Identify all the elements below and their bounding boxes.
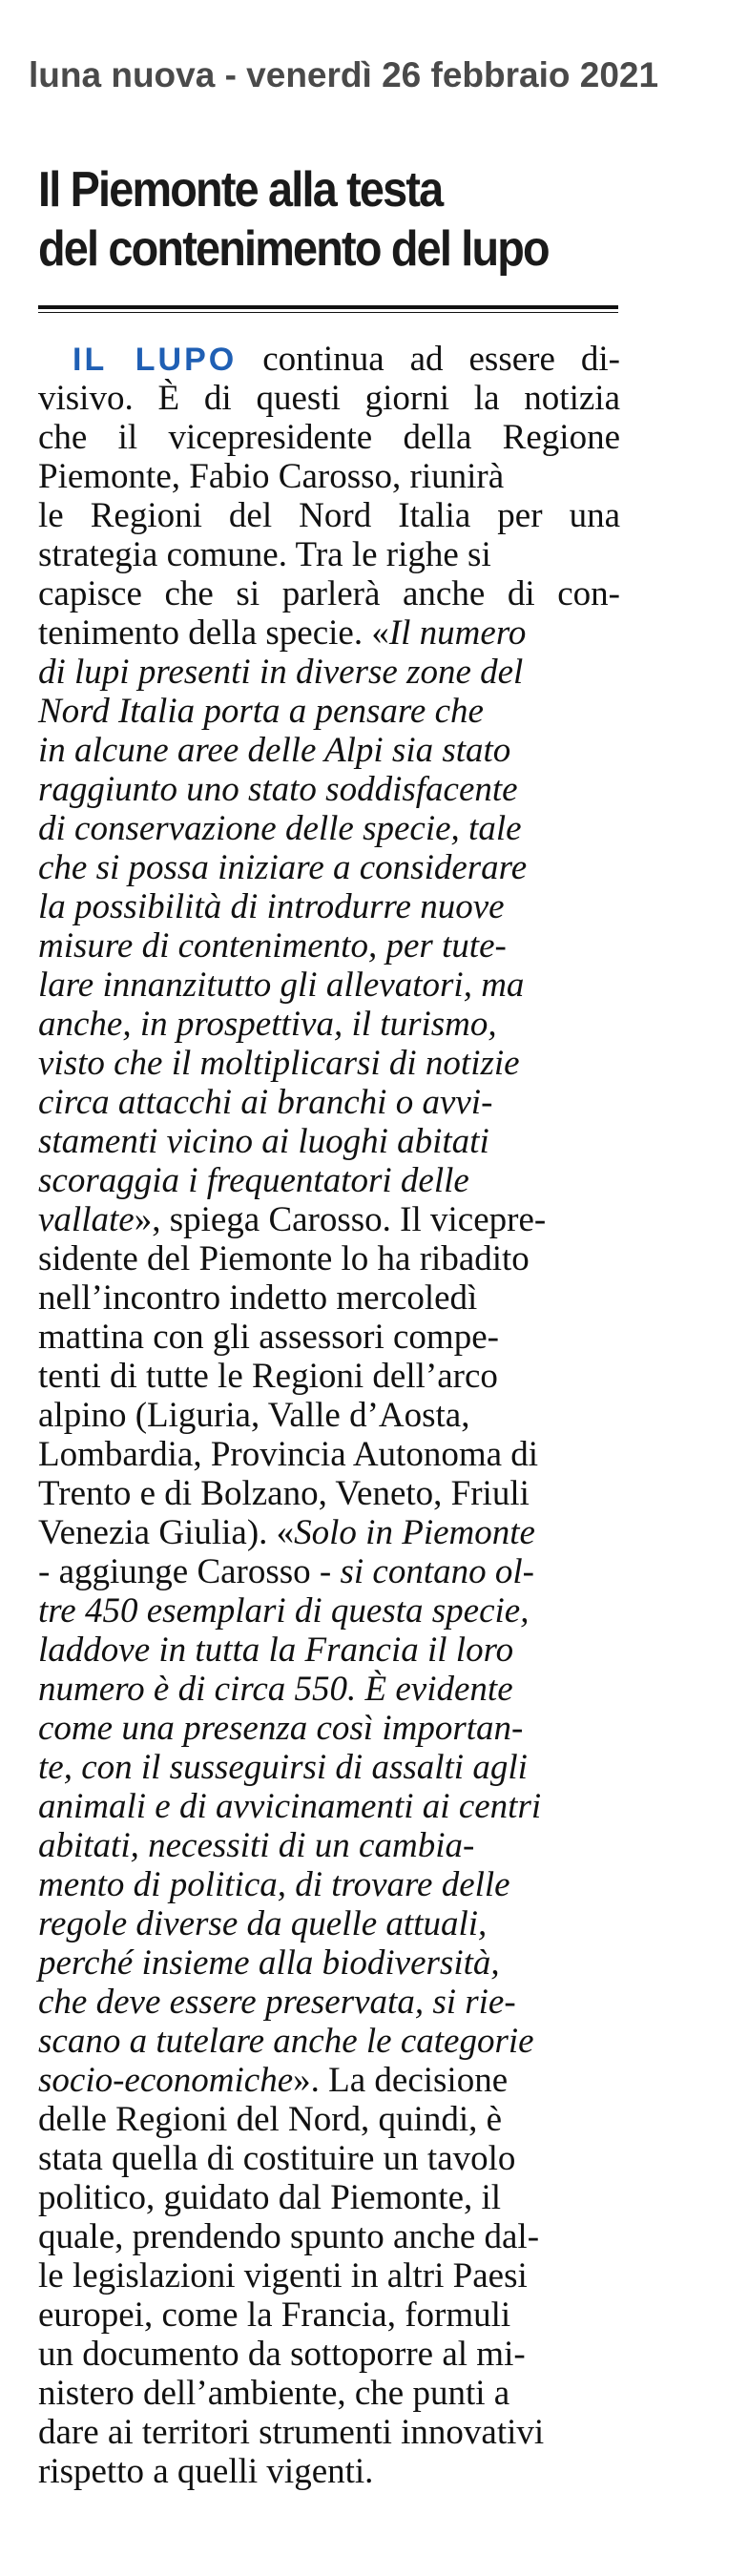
headline-line-2: del contenimento del lupo (38, 221, 549, 277)
article-line: capisce che si parlerà anche di con- (38, 574, 620, 613)
article-line: lare innanzitutto gli allevatori, ma (38, 966, 525, 1005)
article-line: alpino (Liguria, Valle d’Aosta, (38, 1396, 470, 1435)
article-line: tenti di tutte le Regioni dell’arco (38, 1357, 498, 1396)
article-line: le legislazioni vigenti in altri Paesi (38, 2256, 528, 2296)
article-line: visto che il moltiplicarsi di notizie (38, 1044, 520, 1083)
article-line: IL LUPO continua ad essere di- (73, 340, 620, 379)
article-line: tre 450 esemplari di questa specie, (38, 1591, 530, 1631)
article-line: abitati, necessiti di un cambia- (38, 1826, 475, 1865)
article-line: misure di contenimento, per tute- (38, 926, 507, 966)
article-line: animali e di avvicinamenti ai centri (38, 1787, 542, 1826)
article-line: strategia comune. Tra le righe si (38, 535, 491, 574)
headline (38, 160, 562, 279)
article-line: rispetto a quelli vigenti. (38, 2452, 374, 2491)
article-line: raggiunto uno stato soddisfacente (38, 770, 518, 809)
article-line: un documento da sottoporre al mi- (38, 2335, 526, 2374)
article-line: mattina con gli assessori compe- (38, 1318, 499, 1357)
headline-rule-thin (38, 312, 618, 313)
article-line: socio-economiche». La decisione (38, 2061, 509, 2100)
article-line: regole diverse da quelle attuali, (38, 1904, 488, 1943)
article-line: di conservazione delle specie, tale (38, 809, 522, 848)
article-line: dare ai territori strumenti innovativi (38, 2413, 545, 2452)
article-line: nistero dell’ambiente, che punti a (38, 2374, 510, 2413)
article-line: visivo. È di questi giorni la notizia (38, 379, 620, 418)
article-line: scoraggia i frequentatori delle (38, 1161, 469, 1200)
article-line: Trento e di Bolzano, Veneto, Friuli (38, 1474, 530, 1513)
article-line: Nord Italia porta a pensare che (38, 692, 484, 731)
headline-line-1: Il Piemonte alla testa (38, 162, 443, 218)
article-line: in alcune aree delle Alpi sia stato (38, 731, 511, 770)
article-line: che si possa iniziare a considerare (38, 848, 528, 887)
article-line: quale, prendendo spunto anche dal- (38, 2217, 540, 2256)
article-line: nell’incontro indetto mercoledì (38, 1278, 478, 1318)
article-line: te, con il susseguirsi di assalti agli (38, 1748, 528, 1787)
article-line: stamenti vicino ai luoghi abitati (38, 1122, 489, 1161)
article-line: Piemonte, Fabio Carosso, riunirà (38, 457, 505, 496)
article-line: che il vicepresidente della Regione (38, 418, 620, 457)
article-line: le Regioni del Nord Italia per una (38, 496, 620, 535)
article-line: mento di politica, di trovare delle (38, 1865, 510, 1904)
article-line: sidente del Piemonte lo ha ribadito (38, 1239, 530, 1278)
article-line: numero è di circa 550. È evidente (38, 1670, 513, 1709)
article-line: delle Regioni del Nord, quindi, è (38, 2100, 503, 2139)
masthead: luna nuova - venerdì 26 febbraio 2021 (29, 55, 659, 94)
article-line: Venezia Giulia). «Solo in Piemonte (38, 1513, 535, 1552)
article-line: Lombardia, Provincia Autonoma di (38, 1435, 539, 1474)
article-line: perché insieme alla biodiversità, (38, 1943, 500, 1983)
article-line: circa attacchi ai branchi o avvi- (38, 1083, 493, 1122)
article-line: laddove in tutta la Francia il loro (38, 1631, 514, 1670)
article-line: vallate», spiega Carosso. Il vicepre- (38, 1200, 547, 1239)
article-body (38, 340, 620, 2491)
article-line: anche, in prospettiva, il turismo, (38, 1005, 497, 1044)
article-line: stata quella di costituire un tavolo (38, 2139, 516, 2178)
article-line: scano a tutelare anche le categorie (38, 2022, 534, 2061)
kicker: IL LUPO (73, 342, 238, 378)
headline-rule (38, 305, 618, 309)
article-line: tenimento della specie. «Il numero (38, 613, 527, 653)
article-line: che deve essere preservata, si rie- (38, 1983, 516, 2022)
article-line: di lupi presenti in diverse zone del (38, 653, 524, 692)
article-line: europei, come la Francia, formuli (38, 2296, 511, 2335)
article-line: la possibilità di introdurre nuove (38, 887, 505, 926)
article-line: come una presenza così importan- (38, 1709, 524, 1748)
article-line: politico, guidato dal Piemonte, il (38, 2178, 502, 2217)
article-line: - aggiunge Carosso - si contano ol- (38, 1552, 534, 1591)
